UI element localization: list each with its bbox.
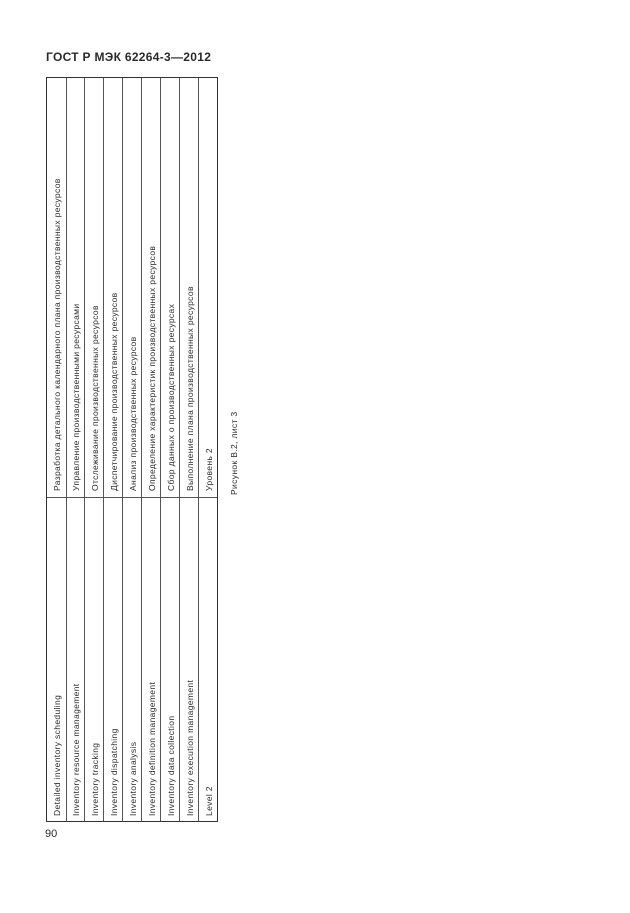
table-cell-russian: Разработка детального календарного плана производственных ресурсов <box>52 178 62 491</box>
table-cell-russian: Отслеживание производственных ресурсов <box>90 305 100 491</box>
row-divider <box>141 78 142 821</box>
table-cell-english: Detailed inventory scheduling <box>52 694 62 816</box>
row-divider <box>66 78 67 821</box>
row-divider <box>160 78 161 821</box>
row-divider <box>198 78 199 821</box>
table-cell-english: Inventory dispatching <box>109 728 119 816</box>
table-cell-russian: Диспетчирование производственных ресурсов <box>109 292 119 491</box>
table-cell-english: Inventory tracking <box>90 742 100 816</box>
column-divider <box>47 497 217 498</box>
terms-table <box>46 77 218 822</box>
table-cell-russian: Выполнение плана производственных ресурсов <box>185 286 195 491</box>
row-divider <box>122 78 123 821</box>
table-cell-english: Inventory execution management <box>185 679 195 816</box>
table-cell-english: Inventory resource management <box>71 683 81 816</box>
page-number: 90 <box>45 828 58 840</box>
document-header: ГОСТ Р МЭК 62264-3—2012 <box>46 50 212 64</box>
row-divider <box>103 78 104 821</box>
table-cell-english: Inventory data collection <box>166 715 176 816</box>
table-cell-russian: Уровень 2 <box>204 448 214 491</box>
table-cell-russian: Сбор данных о производственных ресурсах <box>166 303 176 491</box>
table-cell-english: Inventory definition management <box>147 681 157 816</box>
table-cell-english: Level 2 <box>204 786 214 816</box>
figure-caption: Рисунок В.2, лист 3 <box>229 411 239 495</box>
row-divider <box>84 78 85 821</box>
table-cell-english: Inventory analysis <box>128 741 138 816</box>
row-divider <box>179 78 180 821</box>
table-cell-russian: Управление производственными ресурсами <box>71 303 81 491</box>
table-cell-russian: Определение характеристик производственных ресурсов <box>147 245 157 491</box>
table-cell-russian: Анализ производственных ресурсов <box>128 336 138 491</box>
